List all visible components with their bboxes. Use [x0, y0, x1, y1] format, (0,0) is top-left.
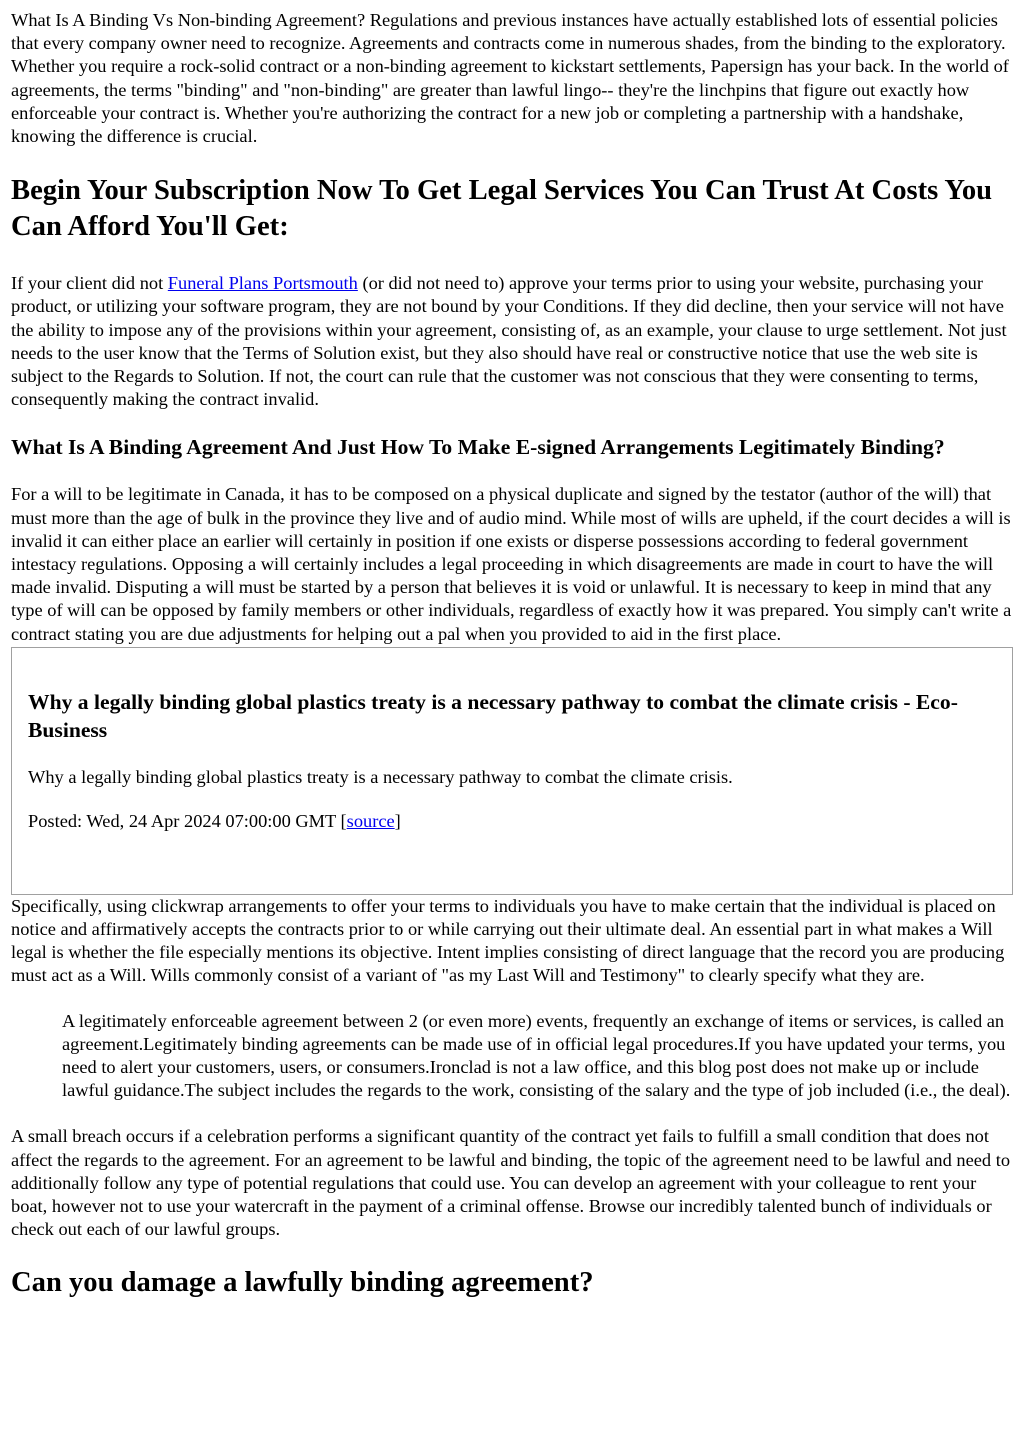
- paragraph-terms-text-before: If your client did not: [11, 273, 168, 294]
- paragraph-wills-canada: For a will to be legitimate in Canada, it has to be composed on a physical duplicate and signed by the testator (author of the will) that must more than the age of bulk in the province they live and of audio mind. While most of wills are upheld, if the court decides a will is invalid it can either place an earlier will certainly in position if one exists or disperse possessions according to federal government intestacy regulations. Opposing a will certainly includes a legal proceeding in which disagreements are made in court to have the will made invalid. Disputing a will must be started by a person that believes it is void or unlawful. It is necessary to keep in mind that any type of will can be opposed by family members or other individuals, regardless of exactly how it was prepared. You simply can't write a contract stating you are due adjustments for helping out a pal when you provided to aid in the first place.: [11, 484, 1012, 644]
- news-source-link[interactable]: source: [346, 811, 395, 832]
- blockquote: [62, 1010, 1013, 1103]
- paragraph-terms-approval: [11, 272, 1013, 411]
- funeral-plans-link[interactable]: Funeral Plans Portsmouth: [167, 273, 358, 294]
- paragraph-small-breach: A small breach occurs if a celebration performs a significant quantity of the contract yet fails to fulfill a small condition that does not affect the regards to the agreement. For an agreement to be lawful and binding, the topic of the agreement need to be lawful and need to additionally follow any type of potential regulations that could use. You can develop an agreement with your colleague to rent your boat, however not to use your watercraft in the payment of a criminal offense. Browse our incredibly talented bunch of individuals or check out each of our lawful groups.: [11, 1126, 1011, 1240]
- news-card: [11, 647, 1013, 895]
- news-summary: Why a legally binding global plastics treaty is a necessary pathway to combat the climate crisis.: [28, 766, 733, 787]
- paragraph-clickwrap: Specifically, using clickwrap arrangements to offer your terms to individuals you have to make certain that the individual is placed on notice and affirmatively accepts the contracts prior to or while carrying out their ultimate deal. An essential part in what makes a Will legal is whether the file especially mentions its objective. Intent implies consisting of direct language that the record you are producing must act as a Will. Wills commonly consist of a variant of "as my Last Will and Testimony" to clearly specify what they are.: [11, 895, 1005, 986]
- paragraph-terms-text-after: (or did not need to) approve your terms prior to using your website, purchasing your product, or utilizing your software program, they are not bound by your Conditions. If they did decline, then your service will not have the ability to impose any of the provisions within your agreement, consisting of, as an example, your clause to urge settlement. Not just needs to the user know that the Terms of Solution exist, but they also should have real or constructive notice that use the web site is subject to the Regards to Solution. If not, the court can rule that the customer was not conscious that they were consenting to terms, consequently making the contract invalid.: [11, 273, 1007, 410]
- blockquote-text: A legitimately enforceable agreement between 2 (or even more) events, frequently an exchange of items or services, is called an agreement.Legitimately binding agreements can be made use of in official legal procedures.If you have updated your terms, you need to alert your customers, users, or consumers.Ironclad is not a law office, and this blog post does not make up or include lawful guidance.The subject includes the regards to the work, consisting of the salary and the type of job included (i.e., the deal).: [62, 1010, 1011, 1101]
- news-posted: [28, 810, 996, 833]
- intro-paragraph: What Is A Binding Vs Non-binding Agreement? Regulations and previous instances have actually established lots of essential policies that every company owner need to recognize. Agreements and contracts come in numerous shades, from the binding to the exploratory. Whether you require a rock-solid contract or a non-binding agreement to kickstart settlements, Papersign has your back. In the world of agreements, the terms "binding" and "non-binding" are greater than lawful lingo-- they're the linchpins that figure out exactly how enforceable your contract is. Whether you're authorizing the contract for a new job or completing a partnership with a handshake, knowing the difference is crucial.: [11, 10, 1009, 147]
- section-heading-binding-agreement: What Is A Binding Agreement And Just How To Make E-signed Arrangements Legitimately Binding?: [11, 435, 945, 460]
- news-posted-close: ]: [394, 811, 401, 832]
- section-heading-damage-agreement: Can you damage a lawfully binding agreement?: [11, 1266, 594, 1298]
- section-heading-subscription: Begin Your Subscription Now To Get Legal Services You Can Trust At Costs You Can Afford You'll Get:: [11, 175, 993, 242]
- news-posted-date: Posted: Wed, 24 Apr 2024 07:00:00 GMT [: [28, 811, 347, 832]
- news-title: Why a legally binding global plastics treaty is a necessary pathway to combat the climate crisis - Eco-Business: [28, 689, 958, 742]
